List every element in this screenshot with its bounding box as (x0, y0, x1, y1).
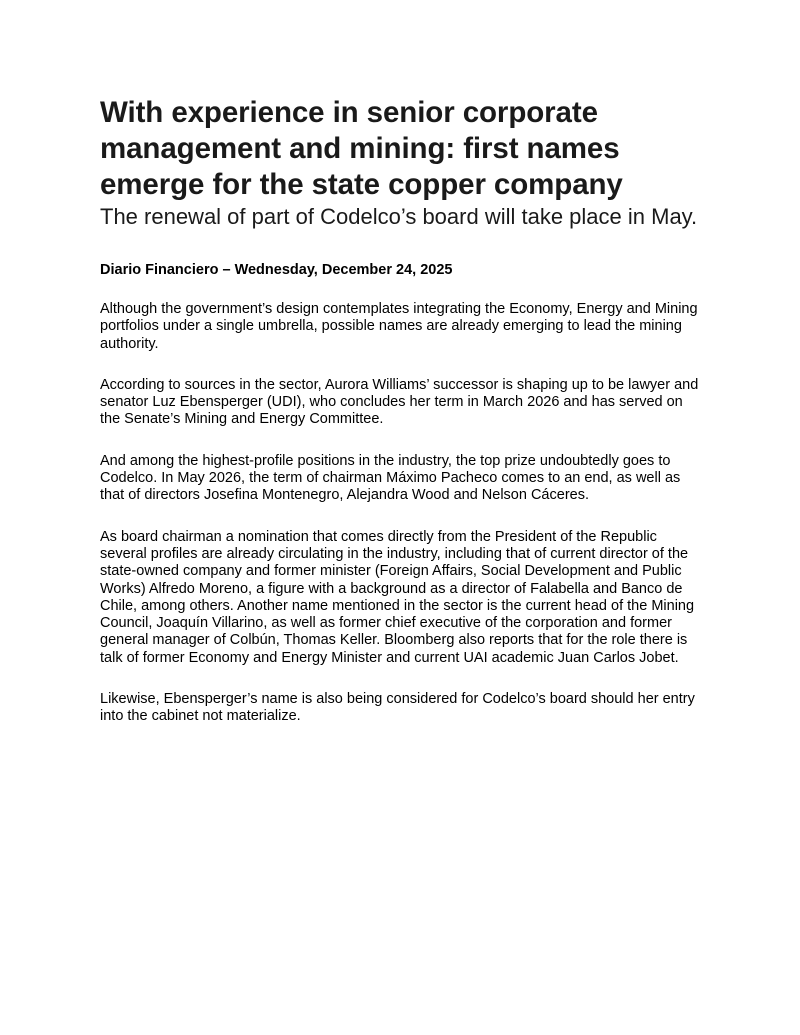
article-paragraph: As board chairman a nomination that comes directly from the President of the Republic several profiles are already circulating in the industry, including that of current director of the state-owned company and former minister (Foreign Affairs, Social Development and Public Works) Alfredo Moreno, a figure with a background as a director of Falabella and Banco de Chile, among others. Another name mentioned in the sector is the current head of the Mining Council, Joaquín Villarino, as well as former chief executive of the corporation and former general manager of Colbún, Thomas Keller. Bloomberg also reports that for the role there is talk of former Economy and Energy Minister and current UAI academic Juan Carlos Jobet. (100, 528, 695, 666)
article-byline: Diario Financiero – Wednesday, December 24, 2025 (100, 262, 453, 278)
article-paragraph: Likewise, Ebensperger’s name is also being considered for Codelco’s board should her entry into the cabinet not materialize. (100, 691, 695, 725)
article-subheadline: The renewal of part of Codelco’s board will take place in May. (100, 204, 698, 229)
article-paragraph: And among the highest-profile positions in the industry, the top prize undoubtedly goes to Codelco. In May 2026, the term of chairman Máximo Pacheco comes to an end, as well as that of directors Josefina Montenegro, Alejandra Wood and Nelson Cáceres. (100, 452, 681, 504)
article (100, 95, 700, 726)
article-paragraph: Although the government’s design contemplates integrating the Economy, Energy and Mining portfolios under a single umbrella, possible names are already emerging to lead the mining authority. (100, 301, 698, 352)
article-headline: With experience in senior corporate management and mining: first names emerge for the state copper company (100, 96, 623, 201)
article-paragraph: According to sources in the sector, Aurora Williams’ successor is shaping up to be lawyer and senator Luz Ebensperger (UDI), who concludes her term in March 2026 and has served on the Senate’s Mining and Energy Committee. (100, 376, 699, 428)
